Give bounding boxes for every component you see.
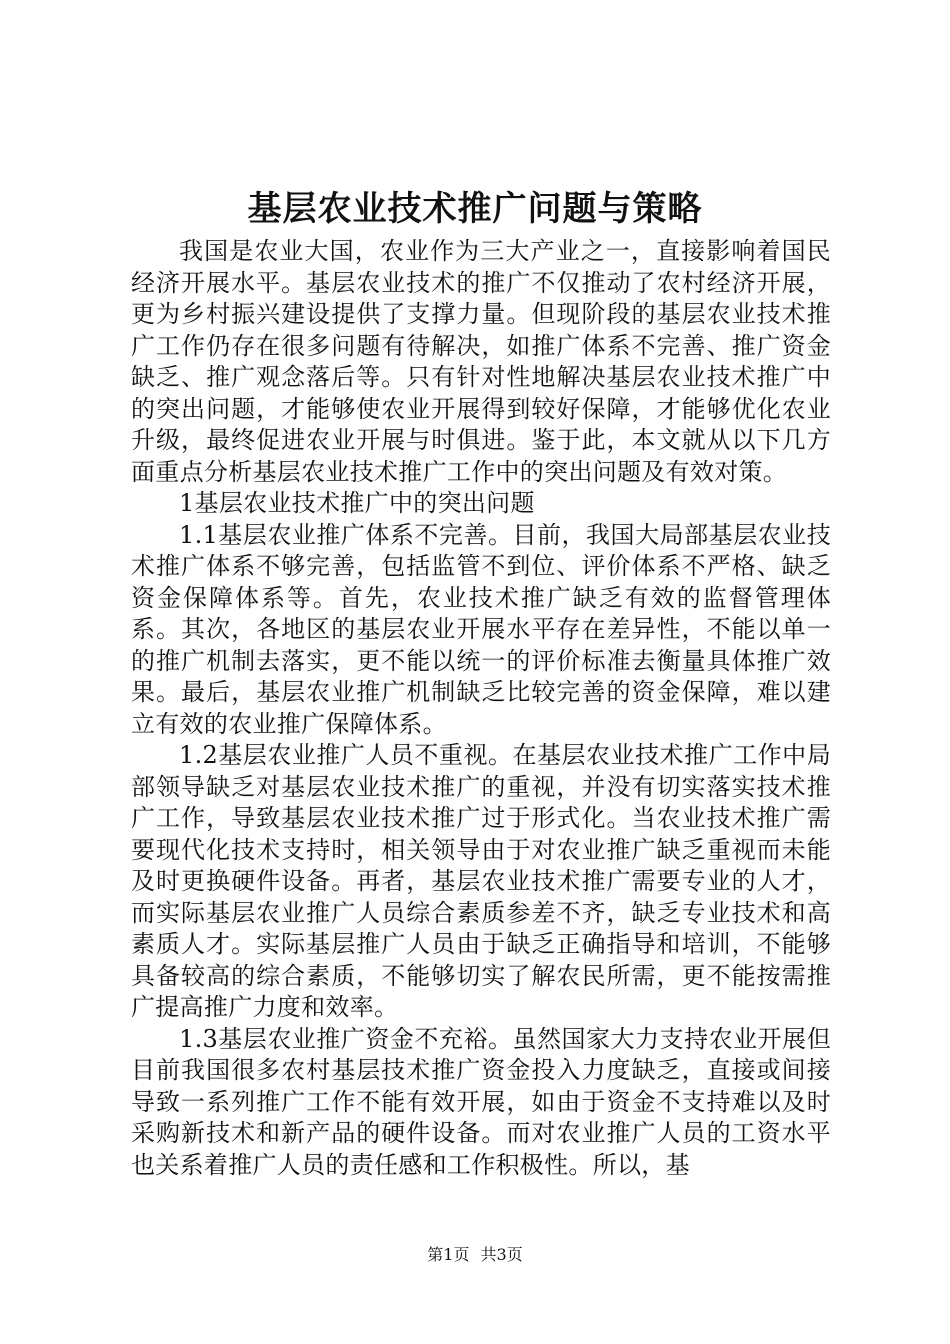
page-total: 共3页 bbox=[480, 1245, 523, 1264]
paragraph-intro: 我国是农业大国，农业作为三大产业之一，直接影响着国民经济开展水平。基层农业技术的推广不仅推动了农村经济开展，更为乡村振兴建设提供了支撑力量。但现阶段的基层农业技术推广工作仍存在很多问题有待解决，如推广体系不完善、推广资金缺乏、推广观念落后等。只有针对性地解决基层农业技术推广中的突出问题，才能够使农业开展得到较好保障，才能够优化农业升级，最终促进农业开展与时俱进。鉴于此，本文就从以下几方面重点分析基层农业技术推广工作中的突出问题及有效对策。 bbox=[131, 237, 831, 486]
document-body bbox=[131, 236, 831, 1181]
paragraph-1-2: 1.2基层农业推广人员不重视。在基层农业技术推广工作中局部领导缺乏对基层农业技术推广的重视，并没有切实落实技术推广工作，导致基层农业技术推广过于形式化。当农业技术推广需要现代化技术支持时，相关领导由于对农业推广缺乏重视而未能及时更换硬件设备。再者，基层农业技术推广需要专业的人才，而实际基层农业推广人员综合素质参差不齐，缺乏专业技术和高素质人才。实际基层推广人员由于缺乏正确指导和培训，不能够具备较高的综合素质，不能够切实了解农民所需，更不能按需推广提高推广力度和效率。 bbox=[131, 741, 831, 1021]
section-heading-1: 1基层农业技术推广中的突出问题 bbox=[179, 489, 535, 517]
paragraph-1-3: 1.3基层农业推广资金不充裕。虽然国家大力支持农业开展但目前我国很多农村基层技术推广资金投入力度缺乏，直接或间接导致一系列推广工作不能有效开展，如由于资金不支持难以及时采购新技术和新产品的硬件设备。而对农业推广人员的工资水平也关系着推广人员的责任感和工作积极性。所以，基 bbox=[131, 1024, 831, 1179]
paragraph-1-1: 1.1基层农业推广体系不完善。目前，我国大局部基层农业技术推广体系不够完善，包括监管不到位、评价体系不严格、缺乏资金保障体系等。首先，农业技术推广缺乏有效的监督管理体系。其次，各地区的基层农业开展水平存在差异性，不能以单一的推广机制去落实，更不能以统一的评价标准去衡量具体推广效果。最后，基层农业推广机制缺乏比较完善的资金保障，难以建立有效的农业推广保障体系。 bbox=[131, 520, 831, 738]
page-number: 第1页 bbox=[427, 1245, 470, 1264]
page-footer bbox=[0, 1243, 950, 1267]
document-title: 基层农业技术推广问题与策略 bbox=[247, 189, 703, 229]
